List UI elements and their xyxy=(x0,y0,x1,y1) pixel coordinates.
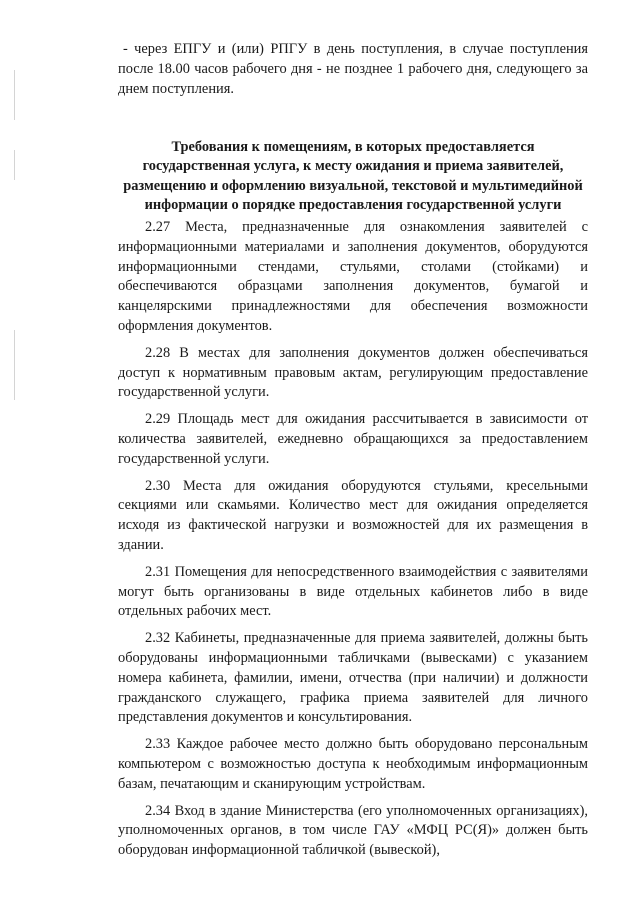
paragraph-2-34: 2.34 Вход в здание Министерства (его уполномоченных организациях), уполномоченных органов, в том числе ГАУ «МФЦ РС(Я)» должен быть оборудован информационной табличкой (вывеской), xyxy=(118,802,588,859)
scan-margin-mark xyxy=(14,150,15,180)
scan-margin-mark xyxy=(14,70,15,120)
scan-margin-mark xyxy=(14,330,15,400)
paragraph-2-30: 2.30 Места для ожидания оборудуются стульями, кресельными секциями или скамьями. Количество мест для ожидания определяется исходя из фактической нагрузки и возможностей для их размещения в здании. xyxy=(118,477,588,553)
requirements-section xyxy=(118,218,588,861)
paragraph-2-31: 2.31 Помещения для непосредственного взаимодействия с заявителями могут быть организованы в виде отдельных кабинетов либо в виде отдельных рабочих мест. xyxy=(118,563,588,620)
paragraph-2-27: 2.27 Места, предназначенные для ознакомления заявителей с информационными материалами и заполнения документов, оборудуются информационными стендами, стульями, столами (стойками) и обеспечиваются образцами заполнения документов, бумагой и канцелярскими принадлежностями для обеспечения возможности оформления документов. xyxy=(118,219,588,334)
paragraph-2-29: 2.29 Площадь мест для ожидания рассчитывается в зависимости от количества заявителей, ежедневно обращающихся за предоставлением государственной услуги. xyxy=(118,411,588,467)
paragraph-2-33: 2.33 Каждое рабочее место должно быть оборудовано персональным компьютером с возможностью доступа к необходимым информационным базам, печатающим и сканирующим устройствам. xyxy=(118,736,588,792)
section-heading: Требования к помещениям, в которых предоставляется государственная услуга, к месту ожидания и приема заявителей, размещению и оформлению визуальной, текстовой и мультимедийной информации о порядке предоставления государственной услуги xyxy=(123,139,583,214)
paragraph-2-32: 2.32 Кабинеты, предназначенные для приема заявителей, должны быть оборудованы информационными табличками (вывесками) с указанием номера кабинета, фамилии, имени, отчества (при наличии) и должности гражданского служащего, графика приема заявителей для личного представления документов и консультирования. xyxy=(118,630,588,726)
intro-section xyxy=(118,40,588,99)
intro-paragraph: - через ЕПГУ и (или) РПГУ в день поступления, в случае поступления после 18.00 часов рабочего дня - не позднее 1 рабочего дня, следующего за днем поступления. xyxy=(118,41,588,97)
paragraph-2-28: 2.28 В местах для заполнения документов должен обеспечиваться доступ к нормативным правовым актам, регулирующим предоставление государственной услуги. xyxy=(118,344,588,401)
